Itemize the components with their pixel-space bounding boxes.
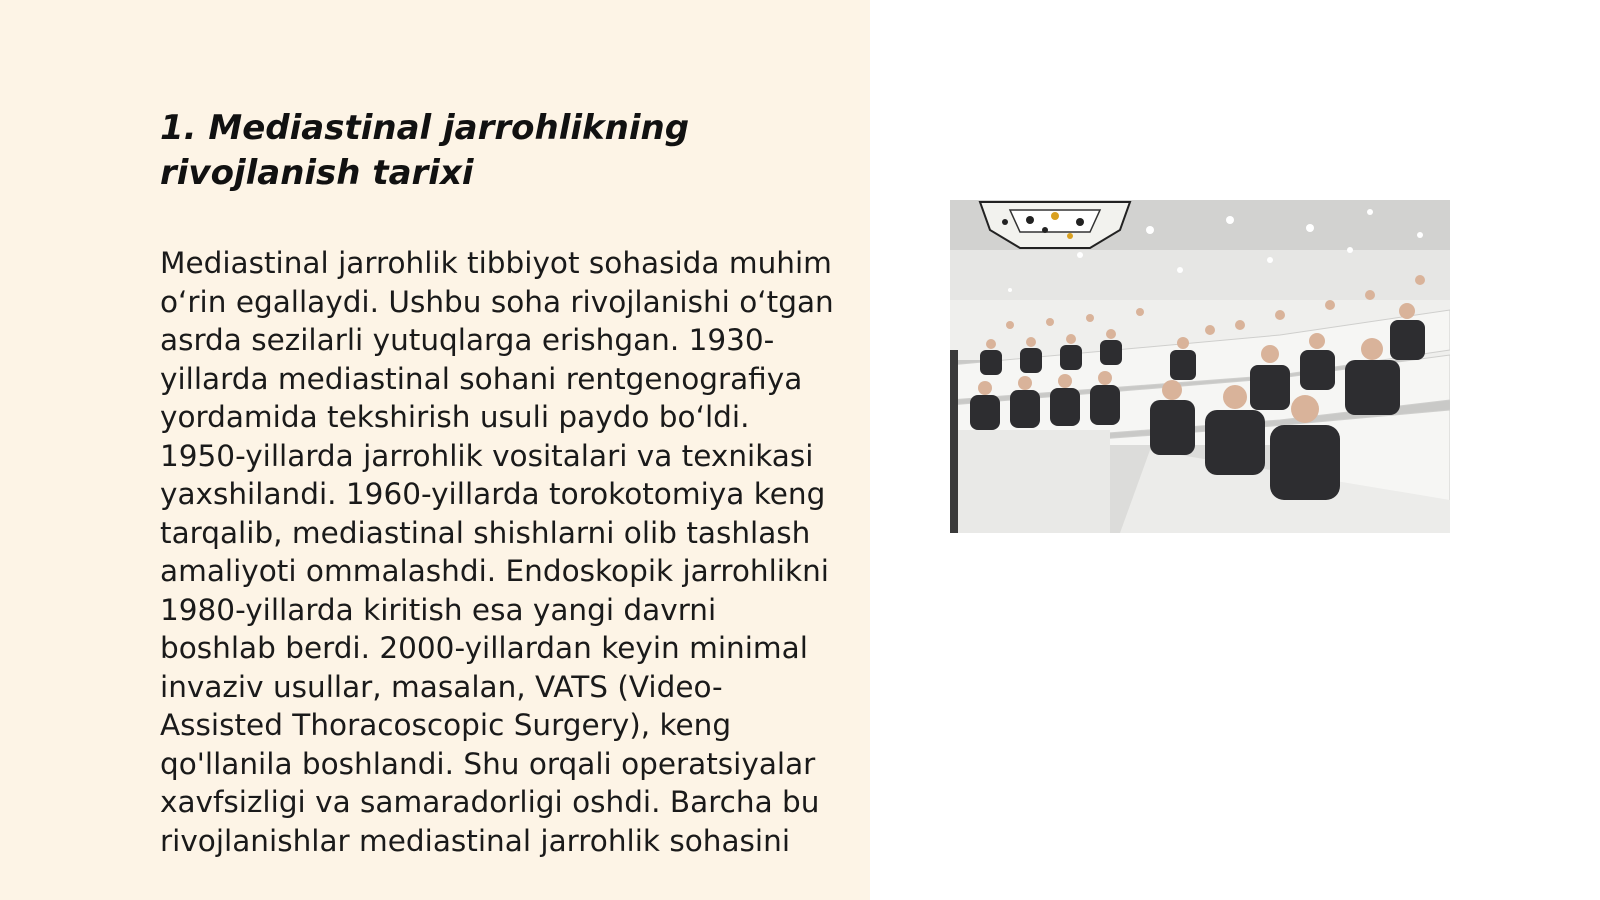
lecture-hall-photo <box>950 200 1450 533</box>
slide-body-text: Mediastinal jarrohlik tibbiyot sohasida muhim oʻrin egallaydi. Ushbu soha rivojlanishi oʻtgan asrda sezilarli yutuqlarga erishgan. 1930-yillarda mediastinal sohani rentgenografiya yordamida tekshirish usuli paydo boʻldi. 1950-yillarda jarrohlik vositalari va texnikasi yaxshilandi. 1960-yillarda torokotomiya keng tarqalib, mediastinal shishlarni olib tashlash amaliyoti ommalashdi. Endoskopik jarrohlikni 1980-yillarda kiritish esa yangi davrni boshlab berdi. 2000-yillardan keyin minimal invaziv usullar, masalan, VATS (Video-Assisted Thoracoscopic Surgery), keng qo'llanila boshlandi. Shu orqali operatsiyalar xavfsizligi va samaradorligi oshdi. Barcha bu rivojlanishlar mediastinal jarrohlik sohasini <box>160 246 834 858</box>
slide-title: 1. Mediastinal jarrohlikning rivojlanish tarixi <box>160 108 690 193</box>
